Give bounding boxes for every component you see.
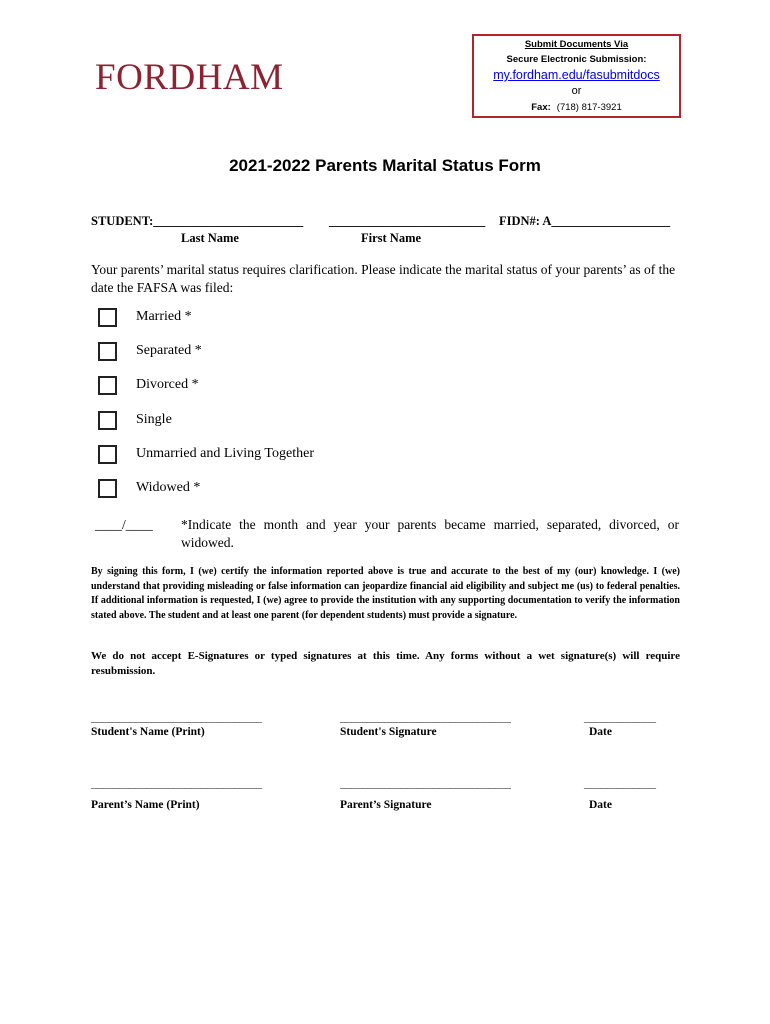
parent-signature-line[interactable]: _______________________________	[340, 776, 511, 790]
parent-name-line[interactable]: _______________________________	[91, 776, 262, 790]
submit-or: or	[571, 85, 582, 97]
checkbox[interactable]	[98, 342, 117, 361]
fax-number: (718) 817-3921	[556, 102, 622, 113]
last-name-caption: Last Name	[181, 231, 239, 245]
option-label: Divorced *	[136, 377, 199, 392]
footnote: *Indicate the month and year your parents became married, separated, divorced, or widowed.	[181, 517, 679, 550]
student-name-caption: Student's Name (Print)	[91, 726, 205, 738]
option-label: Single	[136, 412, 172, 427]
student-signature-caption: Student's Signature	[340, 726, 437, 738]
checkbox[interactable]	[98, 411, 117, 430]
certification-text: By signing this form, I (we) certify the information reported above is true and accurate to the best of my (our) knowledge. I (we) understand that providing misleading or false information can jeopardize financial aid eligibility and subject me (us) to federal penalties. If additional information is requested, I (we) agree to provide the institution with any supporting documentation to verify the information stated above. The student and at least one parent (for dependent students) must provide a signature.	[91, 566, 680, 621]
fidn-field[interactable]: FIDN#: A___________________	[499, 214, 671, 228]
parent-name-caption: Parent’s Name (Print)	[91, 799, 200, 811]
option-label: Unmarried and Living Together	[136, 446, 314, 461]
student-name-line[interactable]: _______________________________	[91, 710, 262, 724]
parent-signature-caption: Parent’s Signature	[340, 799, 432, 811]
student-signature-line[interactable]: _______________________________	[340, 710, 511, 724]
parent-date-caption: Date	[589, 799, 612, 811]
checkbox[interactable]	[98, 376, 117, 395]
fax-label: Fax:	[531, 102, 551, 113]
student-date-caption: Date	[589, 726, 612, 738]
parent-date-line[interactable]: _____________	[584, 776, 656, 790]
first-name-caption: First Name	[361, 231, 422, 245]
option-label: Married *	[136, 309, 192, 324]
submit-documents-box	[472, 34, 681, 118]
submit-heading: Submit Documents Via	[524, 39, 629, 50]
option-label: Widowed *	[136, 480, 201, 495]
intro-paragraph: Your parents’ marital status requires clarification. Please indicate the marital status of your parents’ as of the date the FAFSA was filed:	[91, 262, 676, 295]
fax-line	[474, 102, 679, 113]
fordham-logo: FORDHAM	[95, 57, 284, 98]
student-date-line[interactable]: _____________	[584, 710, 656, 724]
checkbox[interactable]	[98, 445, 117, 464]
checkbox[interactable]	[98, 308, 117, 327]
option-label: Separated *	[136, 343, 202, 358]
student-last-name-field[interactable]: STUDENT:________________________	[91, 214, 304, 228]
date-blank-field[interactable]: ____/____	[95, 517, 153, 532]
signature-notice: We do not accept E-Signatures or typed signatures at this time. Any forms without a wet signature(s) will require resubmission.	[91, 650, 680, 677]
checkbox[interactable]	[98, 479, 117, 498]
submit-subheading: Secure Electronic Submission:	[506, 54, 647, 65]
student-first-name-field[interactable]: _________________________	[329, 214, 486, 228]
submit-docs-link[interactable]: my.fordham.edu/fasubmitdocs	[493, 68, 660, 82]
form-title: 2021-2022 Parents Marital Status Form	[229, 156, 541, 175]
